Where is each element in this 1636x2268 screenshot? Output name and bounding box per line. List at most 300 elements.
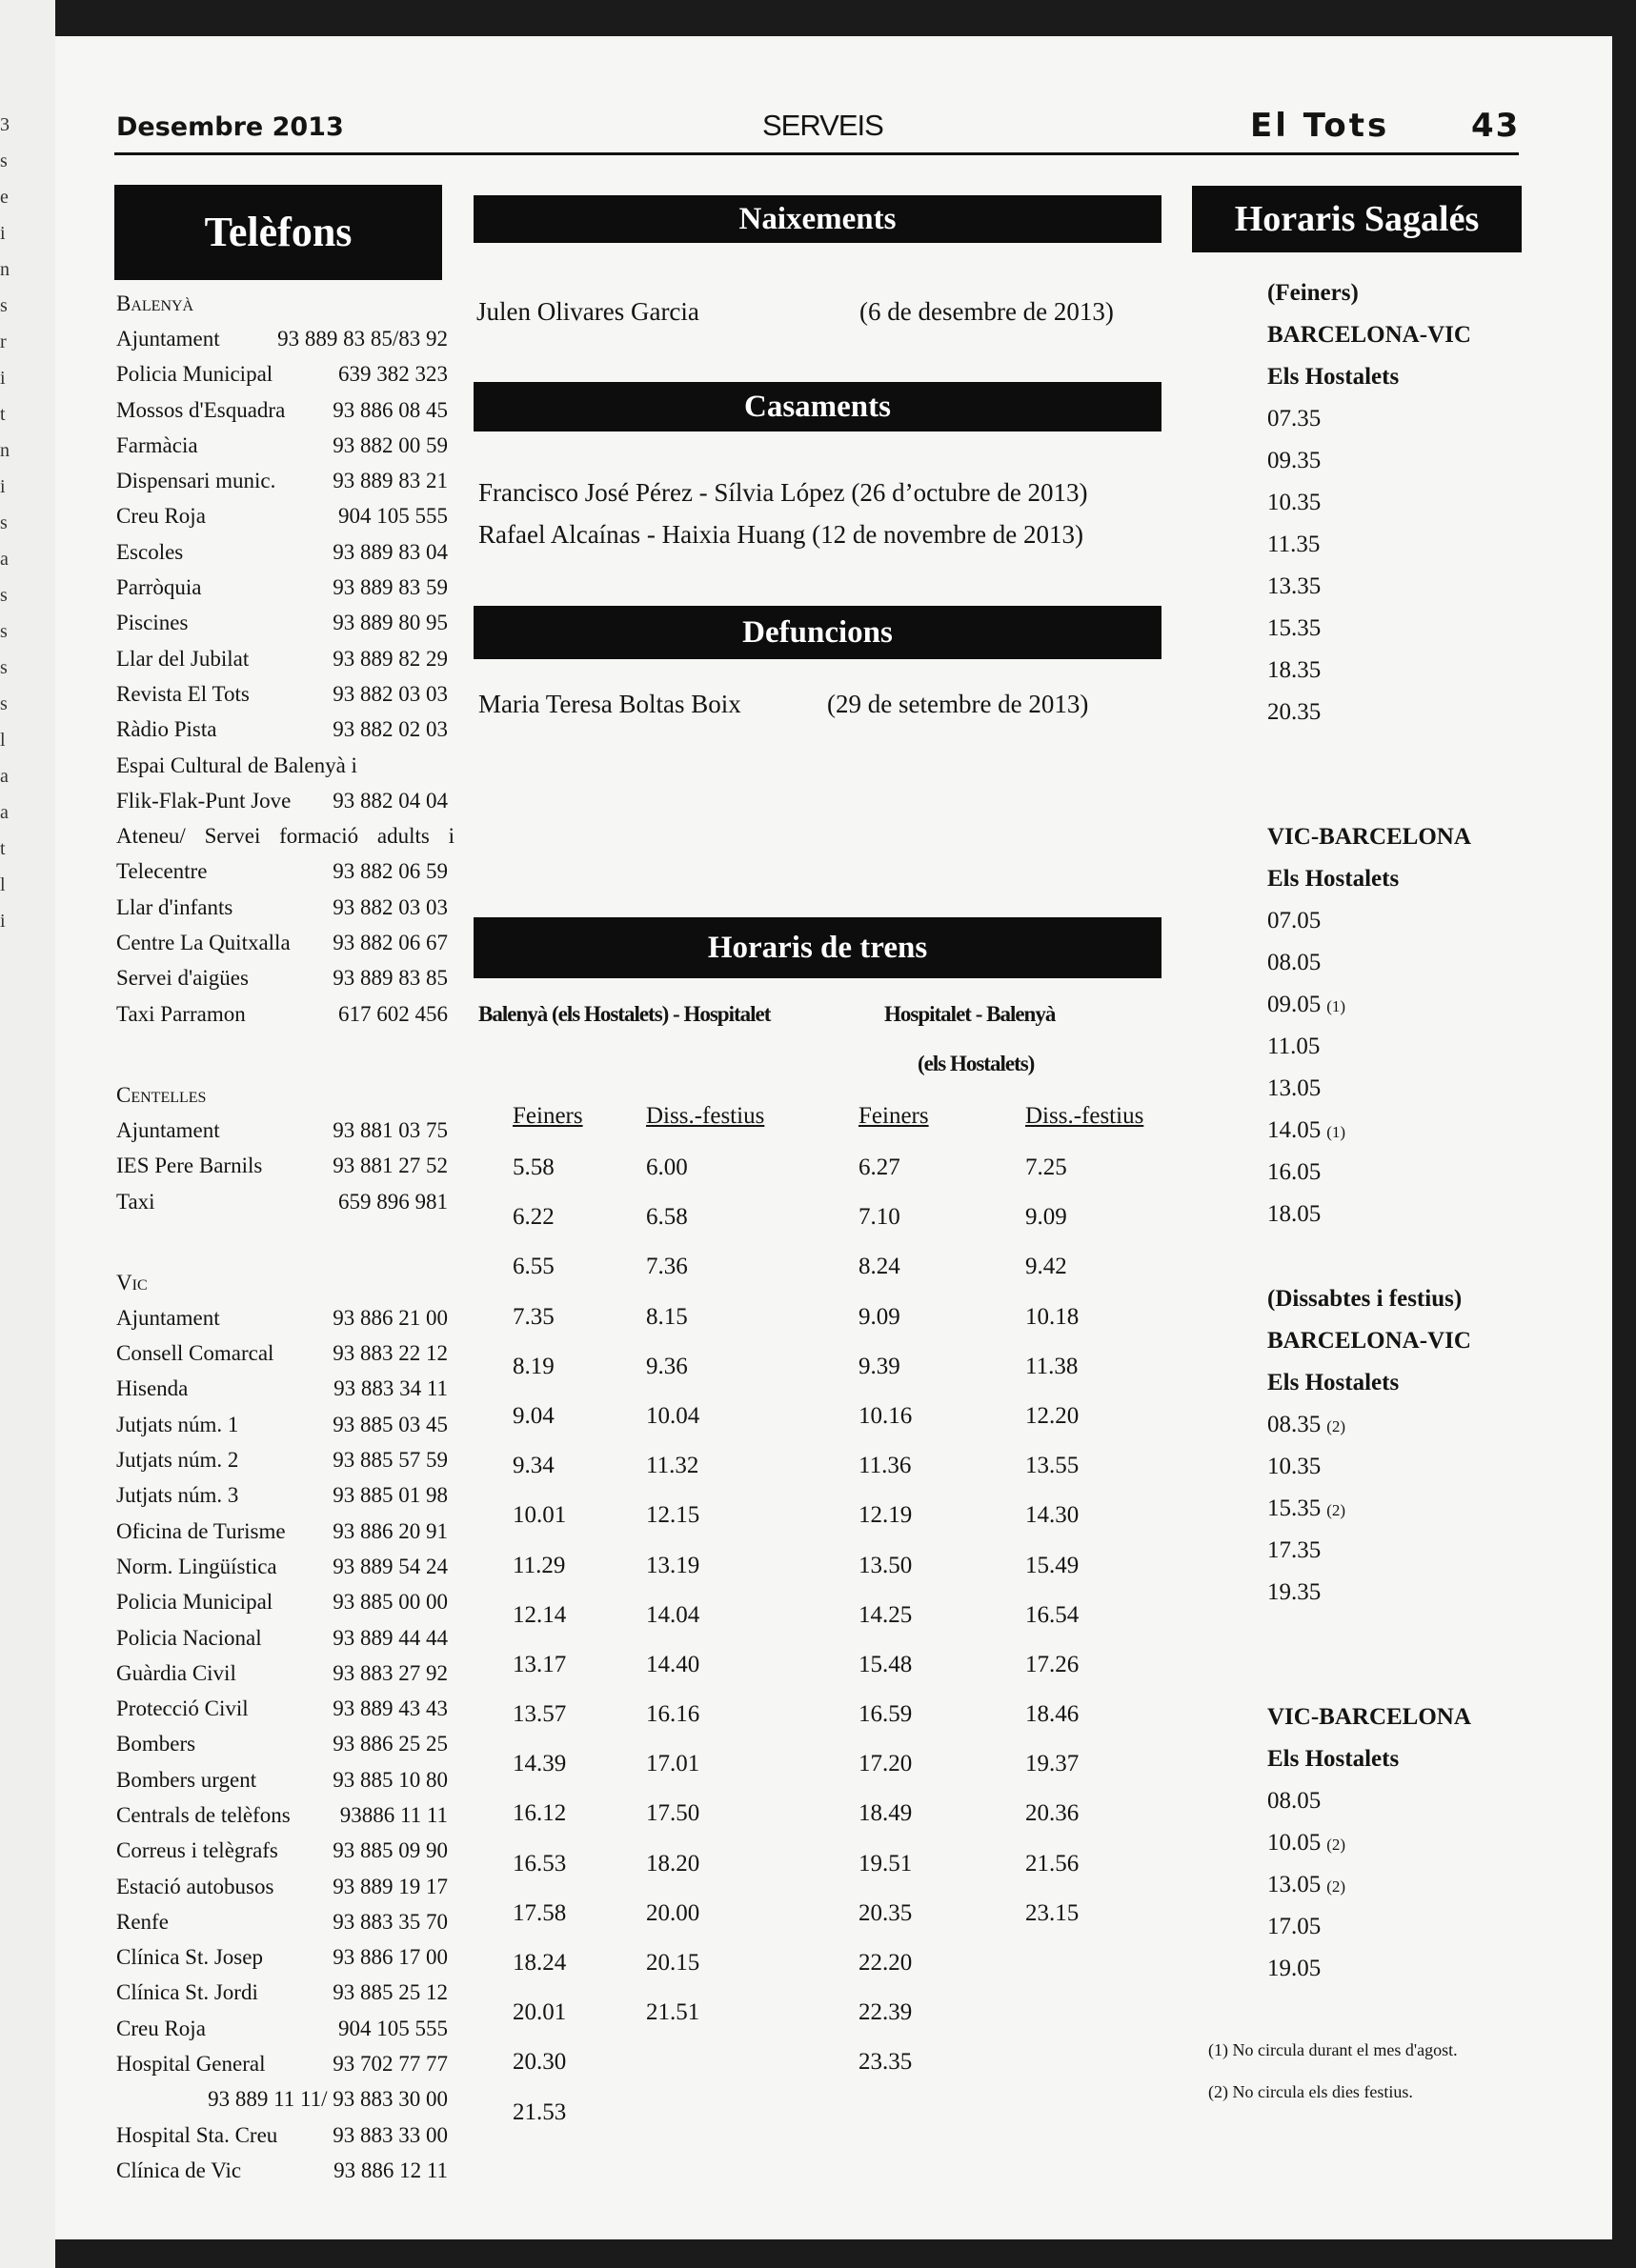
defuncio-date: (29 de setembre de 2013) <box>827 690 1089 718</box>
bus-time-value: 09.05 <box>1267 992 1322 1017</box>
r2-diss-column <box>1025 1143 1079 1938</box>
list-item <box>116 1407 448 1442</box>
entry-phone: 93 889 80 95 <box>333 611 448 635</box>
edge-glyph: s <box>0 295 8 316</box>
entry-phone: 93 889 44 44 <box>333 1625 448 1650</box>
sagales-times-1 <box>1267 398 1471 725</box>
train-time: 23.15 <box>1025 1899 1080 1926</box>
entry-name: Policia Municipal <box>116 362 273 387</box>
defuncio-name: Maria Teresa Boltas Boix <box>478 690 741 718</box>
train-time: 22.20 <box>858 1950 913 1976</box>
bus-time-value: 16.05 <box>1267 1159 1322 1185</box>
entry-name: Consell Comarcal <box>116 1341 274 1366</box>
list-item <box>116 890 448 925</box>
bus-time <box>1267 608 1471 650</box>
list-item <box>116 1691 448 1726</box>
bus-time-value: 07.05 <box>1267 908 1322 933</box>
bus-time-value: 18.05 <box>1267 1201 1322 1227</box>
entry-name: Estació autobusos <box>116 1874 274 1898</box>
bus-time-value: 08.35 <box>1267 1412 1322 1437</box>
train-time: 16.12 <box>513 1800 567 1827</box>
train-time: 19.37 <box>1025 1751 1080 1777</box>
edge-glyph: i <box>0 223 6 244</box>
train-time: 9.04 <box>513 1402 555 1429</box>
entry-phone: 93 889 83 21 <box>333 469 448 493</box>
train-time: 21.56 <box>1025 1850 1080 1877</box>
list-item <box>116 853 448 889</box>
bus-time <box>1267 1864 1471 1906</box>
entry-phone: 93 885 09 90 <box>333 1838 448 1863</box>
header-date: Desembre 2013 <box>116 112 344 142</box>
list-item <box>116 392 448 428</box>
bus-time-note: (1) <box>1326 997 1346 1015</box>
train-time: 8.24 <box>858 1254 900 1280</box>
entry-name: Taxi <box>116 1189 155 1214</box>
edge-glyph: i <box>0 368 6 389</box>
train-time: 21.53 <box>513 2098 567 2125</box>
entry-name: Policia Municipal <box>116 1590 273 1615</box>
list-item <box>116 321 448 356</box>
sagales-route: BARCELONA-VIC <box>1267 1328 1471 1354</box>
sagales-block-2 <box>1267 816 1471 1227</box>
edge-glyph: l <box>0 874 6 895</box>
sagales-dissabtes: (Dissabtes i festius) <box>1267 1286 1463 1312</box>
train-time: 6.00 <box>646 1154 688 1180</box>
entry-phone: 93 889 83 85 <box>333 966 448 991</box>
entry-phone: 93 889 54 24 <box>333 1554 448 1578</box>
entry-phone: 93886 11 11 <box>339 1802 448 1827</box>
bus-time <box>1267 942 1471 984</box>
bus-time <box>1267 650 1471 692</box>
entry-phone: 93 886 20 91 <box>333 1518 448 1543</box>
edge-glyph: i <box>0 476 6 497</box>
bus-time <box>1267 398 1471 440</box>
entry-name: Bombers urgent <box>116 1767 257 1792</box>
train-time: 9.09 <box>1025 1204 1067 1231</box>
train-time: 18.24 <box>513 1950 567 1976</box>
entry-name: Llar del Jubilat <box>116 646 250 671</box>
hospital-extra-phones: 93 889 11 11/ 93 883 30 00 <box>208 2087 448 2112</box>
train-time: 17.58 <box>513 1899 567 1926</box>
entry-phone: 93 882 06 67 <box>333 931 448 955</box>
bus-time-value: 10.35 <box>1267 1454 1322 1479</box>
train-time: 17.20 <box>858 1751 913 1777</box>
train-time: 5.58 <box>513 1154 555 1180</box>
train-time: 10.16 <box>858 1402 913 1429</box>
train-time: 14.04 <box>646 1601 700 1628</box>
list-item <box>116 1762 448 1797</box>
train-time: 6.55 <box>513 1254 555 1280</box>
entry-name: Jutjats núm. 2 <box>116 1448 239 1473</box>
entry-name: Ajuntament <box>116 327 220 351</box>
trens-title: Horaris de trens <box>474 917 1161 978</box>
train-time: 13.17 <box>513 1651 567 1677</box>
train-time: 10.18 <box>1025 1303 1080 1330</box>
train-time: 18.20 <box>646 1850 700 1877</box>
entry-phone: 93 885 57 59 <box>333 1448 448 1473</box>
entry-name: Policia Nacional <box>116 1625 262 1650</box>
sagales-route: VIC-BARCELONA <box>1267 1704 1471 1730</box>
bus-time-value: 15.35 <box>1267 1495 1322 1521</box>
telefons-title: Telèfons <box>114 185 442 280</box>
list-item <box>116 2153 448 2188</box>
train-time: 6.22 <box>513 1204 555 1231</box>
train-time: 14.25 <box>858 1601 913 1628</box>
entry-phone: 93 702 77 77 <box>333 2052 448 2077</box>
entry-phone: 93 889 82 29 <box>333 646 448 671</box>
bus-time-value: 19.05 <box>1267 1956 1322 1981</box>
sagales-feiners: (Feiners) <box>1267 280 1359 306</box>
entry-phone: 93 885 03 45 <box>333 1412 448 1436</box>
edge-glyph: e <box>0 187 9 208</box>
entry-phone: 93 885 25 12 <box>333 1980 448 2005</box>
adjacent-page-edge <box>0 0 55 2268</box>
entry-phone: 617 602 456 <box>338 1001 448 1026</box>
entry-phone: 93 882 04 04 <box>333 788 448 813</box>
sagales-times-4 <box>1267 1780 1471 1981</box>
train-time: 17.50 <box>646 1800 700 1827</box>
entry-phone: 93 883 27 92 <box>333 1660 448 1685</box>
bus-time-value: 17.05 <box>1267 1914 1322 1939</box>
entry-name: Telecentre <box>116 859 208 884</box>
edge-glyph: t <box>0 404 6 425</box>
entry-phone: 93 886 08 45 <box>333 397 448 422</box>
bus-time-value: 18.35 <box>1267 657 1322 683</box>
entry-name: Clínica de Vic <box>116 2158 242 2182</box>
ateneu-line: Ateneu/ Servei formació adults i <box>116 824 454 849</box>
entry-phone: 93 889 43 43 <box>333 1696 448 1721</box>
trens-route-2-line-2: (els Hostalets) <box>918 1052 1035 1075</box>
train-time: 16.54 <box>1025 1601 1080 1628</box>
train-time: 18.46 <box>1025 1701 1080 1728</box>
bus-time-value: 20.35 <box>1267 699 1322 725</box>
entry-name: Clínica St. Josep <box>116 1945 263 1970</box>
sagales-route: VIC-BARCELONA <box>1267 824 1471 850</box>
entry-phone: 93 886 21 00 <box>333 1305 448 1330</box>
edge-glyph: a <box>0 549 9 570</box>
entry-name: Flik-Flak-Punt Jove <box>116 788 292 813</box>
entry-phone: 93 883 35 70 <box>333 1909 448 1934</box>
entry-name: Jutjats núm. 3 <box>116 1483 239 1508</box>
edge-glyph: s <box>0 621 8 642</box>
bus-time <box>1267 692 1471 733</box>
list-item <box>116 783 448 818</box>
train-time: 9.36 <box>646 1353 688 1379</box>
bus-time-note: (2) <box>1326 1836 1346 1854</box>
entry-name: Revista El Tots <box>116 681 250 706</box>
bus-time <box>1267 1152 1471 1194</box>
entry-name: Dispensari munic. <box>116 469 276 493</box>
list-item <box>116 1975 448 2010</box>
trens-route-2-line-1: Hospitalet - Balenyà <box>884 1002 1056 1026</box>
entry-name: Parròquia <box>116 575 202 600</box>
balenya-rows <box>116 321 448 748</box>
trens-route-1: Balenyà (els Hostalets) - Hospitalet <box>478 1002 771 1026</box>
bus-time <box>1267 482 1471 524</box>
list-item <box>116 2011 448 2046</box>
train-time: 10.04 <box>646 1402 700 1429</box>
r2-feiners-column <box>858 1143 912 2088</box>
train-time: 16.53 <box>513 1850 567 1877</box>
list-item <box>116 1869 448 1904</box>
train-time: 18.49 <box>858 1800 913 1827</box>
bus-time-value: 17.35 <box>1267 1537 1322 1563</box>
sagales-times-3 <box>1267 1404 1471 1605</box>
entry-phone: 93 886 25 25 <box>333 1732 448 1756</box>
bus-time-value: 13.05 <box>1267 1075 1322 1101</box>
list-item <box>116 605 448 640</box>
bus-time <box>1267 1068 1471 1110</box>
train-time: 13.57 <box>513 1701 567 1728</box>
edge-glyph: n <box>0 440 10 461</box>
entry-phone: 93 889 83 04 <box>333 539 448 564</box>
entry-phone: 93 885 10 80 <box>333 1767 448 1792</box>
vic-heading: Vic <box>116 1270 148 1295</box>
entry-name: Clínica St. Jordi <box>116 1980 258 2005</box>
entry-name: Piscines <box>116 611 189 635</box>
entry-phone: 93 881 03 75 <box>333 1117 448 1142</box>
list-item <box>116 996 448 1032</box>
edge-glyph: s <box>0 512 8 533</box>
list-item <box>116 1514 448 1549</box>
bus-time <box>1267 1110 1471 1152</box>
train-time: 20.15 <box>646 1950 700 1976</box>
train-time: 13.19 <box>646 1552 700 1578</box>
bus-time <box>1267 1404 1471 1446</box>
list-item <box>116 2046 448 2081</box>
bus-time <box>1267 1488 1471 1530</box>
entry-name: Renfe <box>116 1909 169 1934</box>
sagales-times-2 <box>1267 900 1471 1227</box>
train-time: 23.35 <box>858 2049 913 2076</box>
entry-name: Ràdio Pista <box>116 717 217 742</box>
list-item <box>116 1726 448 1761</box>
train-time: 9.34 <box>513 1453 555 1479</box>
centelles-heading: Centelles <box>116 1082 207 1107</box>
sagales-stop: Els Hostalets <box>1267 1746 1400 1772</box>
sagales-block-4 <box>1267 1696 1471 1981</box>
centelles-rows <box>116 1113 448 1219</box>
train-time: 20.01 <box>513 1999 567 2026</box>
train-time: 10.01 <box>513 1502 567 1529</box>
sagales-note-2: (2) No circula els dies festius. <box>1208 2082 1413 2101</box>
list-item <box>116 1371 448 1406</box>
edge-glyph: s <box>0 693 8 714</box>
r1-feiners-column <box>513 1143 566 2138</box>
casaments-title: Casaments <box>474 382 1161 432</box>
train-time: 9.42 <box>1025 1254 1067 1280</box>
train-time: 7.10 <box>858 1204 900 1231</box>
train-time: 7.35 <box>513 1303 555 1330</box>
bus-time <box>1267 1446 1471 1488</box>
bus-time-value: 11.35 <box>1267 532 1321 557</box>
train-time: 8.19 <box>513 1353 555 1379</box>
list-item <box>116 1184 448 1219</box>
list-item <box>116 1442 448 1477</box>
train-time: 6.27 <box>858 1154 900 1180</box>
list-item <box>116 1335 448 1371</box>
entry-phone: 904 105 555 <box>338 504 448 529</box>
bus-time <box>1267 1780 1471 1822</box>
entry-name: Protecció Civil <box>116 1696 249 1721</box>
bus-time <box>1267 984 1471 1026</box>
entry-name: Hospital General <box>116 2052 266 2077</box>
adjacent-page-glyphs <box>0 114 19 947</box>
train-time: 22.39 <box>858 1999 913 2026</box>
bus-time-value: 13.35 <box>1267 573 1322 599</box>
entry-phone: 93 883 33 00 <box>333 2122 448 2147</box>
header-page-number: 43 <box>1471 107 1521 145</box>
entry-name: Centrals de telèfons <box>116 1802 291 1827</box>
r2-feiners-header: Feiners <box>858 1103 929 1129</box>
sagales-title: Horaris Sagalés <box>1192 186 1522 252</box>
train-time: 7.25 <box>1025 1154 1067 1180</box>
sagales-stop: Els Hostalets <box>1267 1370 1400 1395</box>
entry-phone: 93 882 03 03 <box>333 681 448 706</box>
header-publication: El Tots <box>1250 107 1390 145</box>
bus-time-value: 14.05 <box>1267 1117 1322 1143</box>
list-item <box>116 1148 448 1183</box>
bus-time-value: 09.35 <box>1267 448 1322 473</box>
bus-time <box>1267 1906 1471 1948</box>
entry-name: Creu Roja <box>116 2016 206 2040</box>
espai-line: Espai Cultural de Balenyà i <box>116 753 357 777</box>
train-time: 9.39 <box>858 1353 900 1379</box>
entry-name: Creu Roja <box>116 504 206 529</box>
train-time: 20.35 <box>858 1899 913 1926</box>
edge-glyph: r <box>0 331 7 352</box>
train-time: 15.49 <box>1025 1552 1080 1578</box>
bus-time <box>1267 1194 1471 1235</box>
list-item <box>116 925 448 960</box>
entry-phone: 93 889 83 85/83 92 <box>277 327 448 351</box>
sagales-note-1: (1) No circula durant el mes d'agost. <box>1208 2040 1458 2059</box>
bus-time-value: 08.05 <box>1267 1788 1322 1814</box>
bus-time <box>1267 1530 1471 1572</box>
sagales-stop: Els Hostalets <box>1267 364 1400 390</box>
entry-name: Norm. Lingüística <box>116 1554 277 1578</box>
train-time: 9.09 <box>858 1303 900 1330</box>
train-time: 12.14 <box>513 1601 567 1628</box>
balenya-heading: Balenyà <box>116 291 194 315</box>
bus-time <box>1267 1948 1471 1990</box>
train-time: 13.55 <box>1025 1453 1080 1479</box>
list-item <box>116 1656 448 1691</box>
list-item <box>116 356 448 391</box>
casament-line-1: Francisco José Pérez - Sílvia López (26 d’octubre de 2013) <box>478 478 1088 507</box>
entry-phone: 93 889 19 17 <box>333 1874 448 1898</box>
list-item <box>116 1939 448 1975</box>
train-time: 19.51 <box>858 1850 913 1877</box>
bus-time <box>1267 524 1471 566</box>
entry-phone: 93 886 17 00 <box>333 1945 448 1970</box>
list-item <box>116 1797 448 1833</box>
train-time: 16.16 <box>646 1701 700 1728</box>
entry-phone: 93 882 06 59 <box>333 859 448 884</box>
entry-phone: 93 883 22 12 <box>333 1341 448 1366</box>
list-item <box>116 960 448 995</box>
naixement-name: Julen Olivares Garcia <box>476 297 699 326</box>
entry-name: Ajuntament <box>116 1305 220 1330</box>
entry-name: Correus i telègrafs <box>116 1838 278 1863</box>
sagales-route: BARCELONA-VIC <box>1267 322 1471 348</box>
list-item <box>116 1584 448 1619</box>
train-time: 16.59 <box>858 1701 913 1728</box>
vic-rows <box>116 1300 448 2082</box>
sagales-block-1 <box>1267 272 1471 725</box>
bus-time-value: 08.05 <box>1267 950 1322 975</box>
entry-phone: 659 896 981 <box>338 1189 448 1214</box>
balenya-rows-2 <box>116 853 448 1031</box>
entry-phone: 93 886 12 11 <box>333 2158 448 2182</box>
bus-time-value: 10.05 <box>1267 1830 1322 1856</box>
sagales-block-3 <box>1267 1278 1471 1605</box>
bus-time <box>1267 900 1471 942</box>
list-item <box>116 676 448 712</box>
header-section: SERVEIS <box>762 109 883 142</box>
bus-time <box>1267 440 1471 482</box>
bus-time-value: 13.05 <box>1267 1872 1322 1897</box>
train-time: 14.39 <box>513 1751 567 1777</box>
edge-glyph: 3 <box>0 114 10 135</box>
entry-name: Oficina de Turisme <box>116 1518 286 1543</box>
train-time: 14.30 <box>1025 1502 1080 1529</box>
r1-diss-header: Diss.-festius <box>646 1103 765 1129</box>
r2-diss-header: Diss.-festius <box>1025 1103 1144 1129</box>
entry-phone: 93 883 34 11 <box>333 1376 448 1401</box>
list-item <box>116 1477 448 1513</box>
train-time: 11.29 <box>513 1552 566 1578</box>
bus-time-value: 15.35 <box>1267 615 1322 641</box>
list-item <box>116 570 448 605</box>
entry-name: Servei d'aigües <box>116 966 249 991</box>
entry-phone: 93 882 02 03 <box>333 717 448 742</box>
entry-phone: 93 885 00 00 <box>333 1590 448 1615</box>
edge-glyph: s <box>0 657 8 678</box>
list-item <box>116 1549 448 1584</box>
train-time: 20.30 <box>513 2049 567 2076</box>
edge-glyph: i <box>0 911 6 932</box>
bus-time <box>1267 1822 1471 1864</box>
r1-feiners-header: Feiners <box>513 1103 583 1129</box>
entry-name: Centre La Quitxalla <box>116 931 291 955</box>
entry-name: Hisenda <box>116 1376 189 1401</box>
train-time: 12.19 <box>858 1502 913 1529</box>
entry-name: Mossos d'Esquadra <box>116 397 286 422</box>
vic-rows-end <box>116 2117 448 2189</box>
entry-name: Llar d'infants <box>116 894 233 919</box>
train-time: 11.32 <box>646 1453 699 1479</box>
train-time: 12.15 <box>646 1502 700 1529</box>
entry-name: Ajuntament <box>116 1117 220 1142</box>
entry-phone: 93 889 83 59 <box>333 575 448 600</box>
entry-phone: 93 882 03 03 <box>333 894 448 919</box>
entry-name: Guàrdia Civil <box>116 1660 236 1685</box>
list-item <box>116 498 448 533</box>
bus-time <box>1267 1026 1471 1068</box>
bus-time-note: (2) <box>1326 1877 1346 1896</box>
bus-time <box>1267 1572 1471 1614</box>
train-time: 7.36 <box>646 1254 688 1280</box>
naixements-title: Naixements <box>474 195 1161 243</box>
header-rule <box>114 152 1519 155</box>
casament-line-2: Rafael Alcaínas - Haixia Huang (12 de novembre de 2013) <box>478 520 1084 549</box>
train-time: 20.00 <box>646 1899 700 1926</box>
entry-phone: 93 881 27 52 <box>333 1154 448 1178</box>
bus-time <box>1267 566 1471 608</box>
r1-diss-column <box>646 1143 699 2037</box>
entry-phone: 93 885 01 98 <box>333 1483 448 1508</box>
